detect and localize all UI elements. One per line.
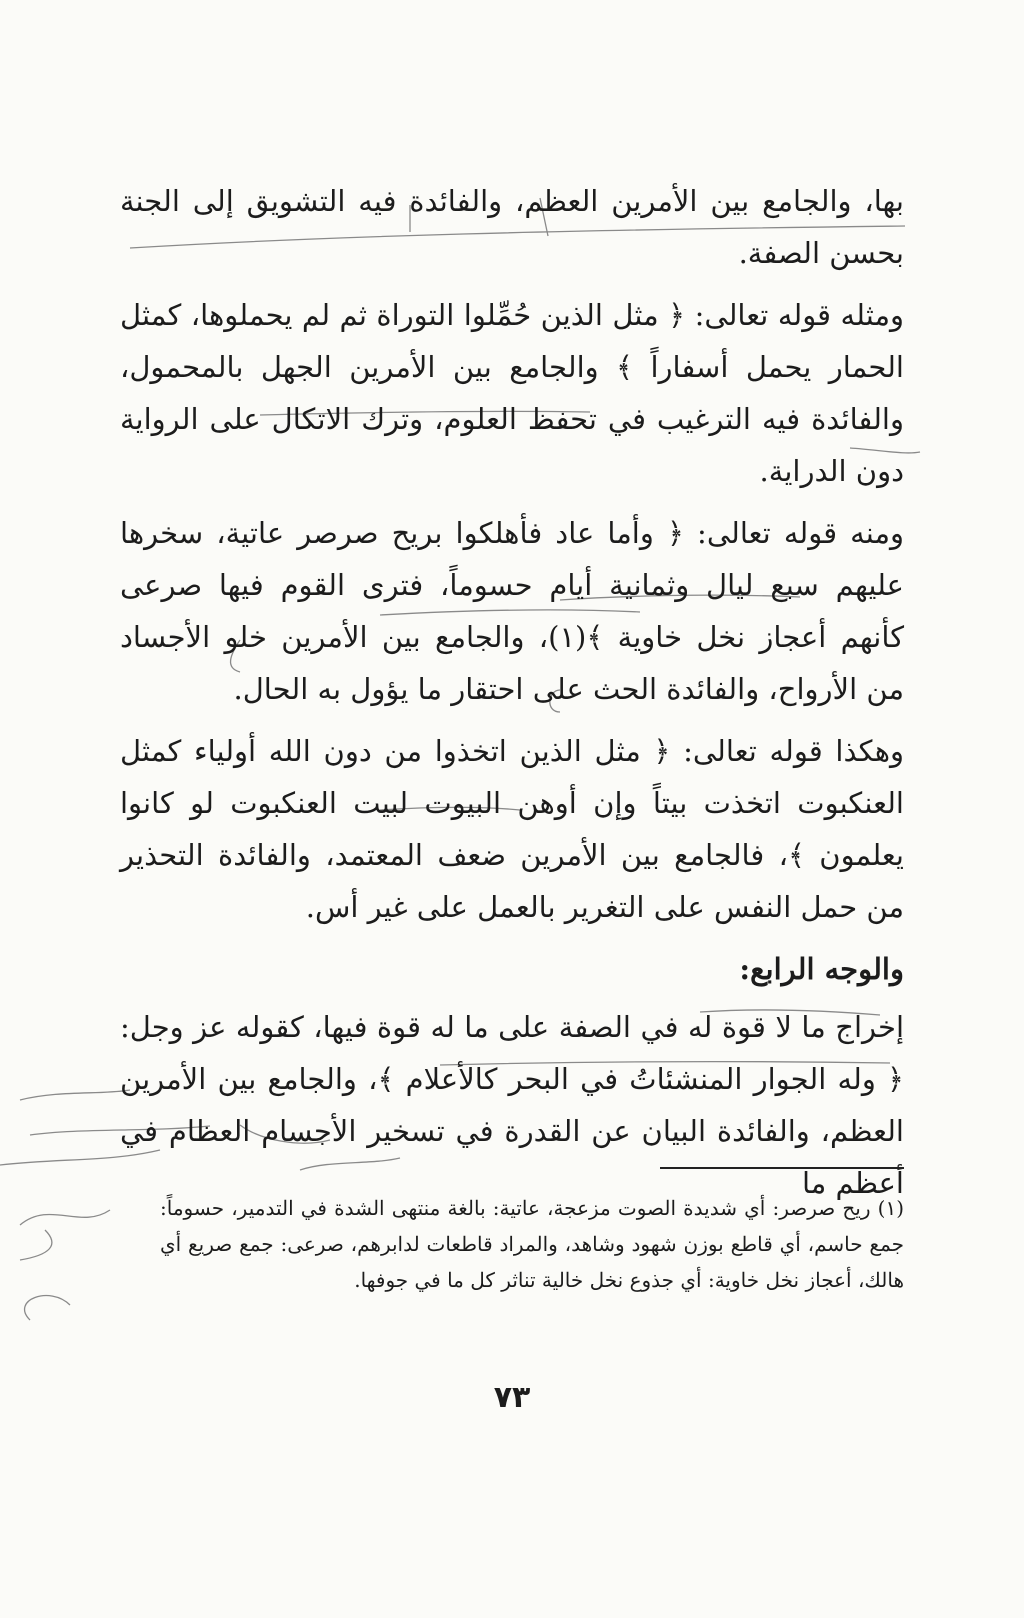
footnotes: [160, 1190, 904, 1298]
section-heading: والوجه الرابع:: [739, 952, 904, 986]
paragraph-2: ومثله قوله تعالى: ﴿ مثل الذين حُمِّلوا التوراة ثم لم يحملوها، كمثل الحمار يحمل أسفاراً ﴾ والجامع بين الأمرين الجهل بالمحمول، والفائدة فيه الترغيب في تحفظ العلوم، وترك الاتكال على الرواية دون الدراية.: [120, 298, 904, 488]
paragraph-1: بها، والجامع بين الأمرين العظم، والفائدة فيه التشويق إلى الجنة بحسن الصفة.: [120, 184, 904, 270]
paragraph-5: إخراج ما لا قوة له في الصفة على ما له قوة فيها، كقوله عز وجل: ﴿ وله الجوار المنشئاتُ في البحر كالأعلام ﴾، والجامع بين الأمرين العظم، والفائدة البيان عن القدرة في تسخير الأجسام العظام في أعظم ما: [120, 1010, 904, 1200]
main-text: [120, 175, 904, 1219]
page-number: ٧٣: [493, 1380, 531, 1415]
paragraph-3: ومنه قوله تعالى: ﴿ وأما عاد فأهلكوا بريح صرصر عاتية، سخرها عليهم سبع ليال وثمانية أيام حسوماً، فترى القوم فيها صرعى كأنهم أعجاز نخل خاوية ﴾(١)، والجامع بين الأمرين خلو الأجساد من الأرواح، والفائدة الحث على احتقار ما يؤول به الحال.: [120, 516, 904, 706]
footnote-divider: [660, 1167, 904, 1169]
paragraph-4: وهكذا قوله تعالى: ﴿ مثل الذين اتخذوا من دون الله أولياء كمثل العنكبوت اتخذت بيتاً وإن أوهن البيوت لبيت العنكبوت لو كانوا يعلمون ﴾، فالجامع بين الأمرين ضعف المعتمد، والفائدة التحذير من حمل النفس على التغرير بالعمل على غير أس.: [120, 734, 904, 924]
footnote-1: (١) ريح صرصر: أي شديدة الصوت مزعجة، عاتية: بالغة منتهى الشدة في التدمير، حسوماً: جمع حاسم، أي قاطع بوزن شهود وشاهد، والمراد قاطعات لدابرهم، صرعى: جمع صريع أي هالك، أعجاز نخل خاوية: أي جذوع نخل خالية تناثر كل ما في جوفها.: [160, 1196, 904, 1292]
